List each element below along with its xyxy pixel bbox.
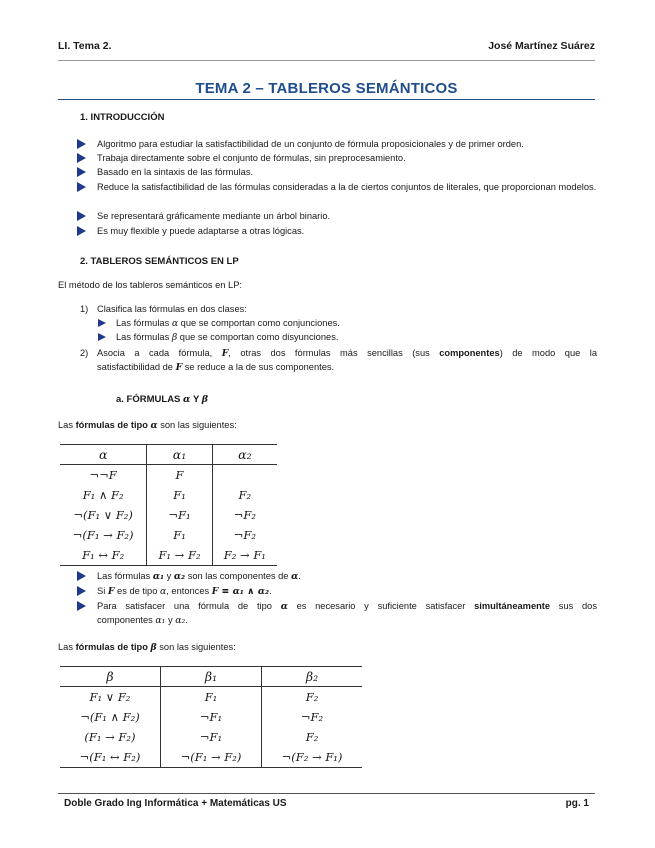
list-item: Trabaja directamente sobre el conjunto de fórmulas, sin preprocesamiento. xyxy=(97,152,597,165)
chevron-right-icon xyxy=(77,226,86,236)
table-row: ¬(F₁ ∨ F₂) ¬F₁ ¬F₂ xyxy=(60,505,277,525)
table-row: F₁ ∧ F₂ F₁ F₂ xyxy=(60,485,277,505)
section-heading-tableros-lp: 2. TABLEROS SEMÁNTICOS EN LP xyxy=(80,256,239,267)
list-item: Las fórmulas α₁ y α₂ son las componentes de α. xyxy=(97,570,301,583)
beta-intro: Las fórmulas de tipo β son las siguientes: xyxy=(58,642,236,653)
list-item: Basado en la sintaxis de las fórmulas. xyxy=(97,166,597,179)
table-row: ¬(F₁ ∧ F₂) ¬F₁ ¬F₂ xyxy=(60,707,362,727)
list-item: Es muy flexible y puede adaptarse a otras lógicas. xyxy=(97,225,597,238)
alpha-formulas-table xyxy=(60,444,277,566)
list-item: Algoritmo para estudiar la satisfactibilidad de un conjunto de fórmula proposicionales y de primer orden. xyxy=(97,138,597,151)
list-item: Para satisfacer una fórmula de tipo α es necesario y suficiente satisfacer simultáneamente sus dos xyxy=(97,600,597,613)
list-item: Si F es de tipo α, entonces F ≡ α₁ ∧ α₂. xyxy=(97,585,272,598)
page-title: TEMA 2 – TABLEROS SEMÁNTICOS xyxy=(195,80,458,97)
item1-text: Clasifica las fórmulas en dos clases: xyxy=(97,304,247,314)
chevron-right-icon xyxy=(77,182,86,192)
chevron-right-icon xyxy=(98,319,106,327)
list-item: Se representará gráficamente mediante un árbol binario. xyxy=(97,210,597,223)
item-number: 1) xyxy=(80,304,89,314)
header-rule xyxy=(58,60,595,61)
item2-line2: satisfactibilidad de F se reduce a la de sus componentes. xyxy=(97,362,335,373)
table-header-row: α α₁ α₂ xyxy=(60,445,277,465)
list-item: Las fórmulas β que se comportan como disyunciones. xyxy=(116,331,338,344)
subsection-heading-formulas: a. FÓRMULAS α Y β xyxy=(116,394,209,405)
alpha-intro: Las fórmulas de tipo α son las siguientes: xyxy=(58,420,237,431)
item-number: 2) xyxy=(80,348,89,358)
section2-intro: El método de los tableros semánticos en LP: xyxy=(58,280,242,290)
item2-line1: Asocia a cada fórmula, F, otras dos fórmulas más sencillas (sus componentes) de modo que la xyxy=(97,348,597,359)
chevron-right-icon xyxy=(77,211,86,221)
chevron-right-icon xyxy=(98,333,106,341)
table-row: ¬¬F F xyxy=(60,465,277,486)
table-row: ¬(F₁ ↔ F₂) ¬(F₁ → F₂) ¬(F₂ → F₁) xyxy=(60,747,362,768)
section-heading-introduccion: 1. INTRODUCCIÓN xyxy=(80,112,165,123)
header-left: LI. Tema 2. xyxy=(58,40,112,52)
table-row: ¬(F₁ → F₂) F₁ ¬F₂ xyxy=(60,525,277,545)
chevron-right-icon xyxy=(77,153,86,163)
table-row: F₁ ↔ F₂ F₁ → F₂ F₂ → F₁ xyxy=(60,545,277,566)
table-row: F₁ ∨ F₂ F₁ F₂ xyxy=(60,687,362,708)
table-row: (F₁ → F₂) ¬F₁ F₂ xyxy=(60,727,362,747)
list-item: Las fórmulas α que se comportan como conjunciones. xyxy=(116,317,340,330)
list-item: Reduce la satisfactibilidad de las fórmulas consideradas a la de ciertos conjuntos de literales, que proporcionan modelos. xyxy=(97,181,597,194)
bullet-continuation: componentes α₁ y α₂. xyxy=(97,615,188,626)
page-number: pg. 1 xyxy=(565,798,589,809)
chevron-right-icon xyxy=(77,601,86,611)
chevron-right-icon xyxy=(77,586,86,596)
chevron-right-icon xyxy=(77,571,86,581)
chevron-right-icon xyxy=(77,139,86,149)
header-right: José Martínez Suárez xyxy=(488,40,595,52)
beta-formulas-table xyxy=(60,666,362,768)
title-rule xyxy=(58,99,595,100)
table-header-row: β β₁ β₂ xyxy=(60,667,362,687)
footer-rule xyxy=(58,793,595,794)
chevron-right-icon xyxy=(77,167,86,177)
footer-left: Doble Grado Ing Informática + Matemáticas US xyxy=(64,798,287,809)
